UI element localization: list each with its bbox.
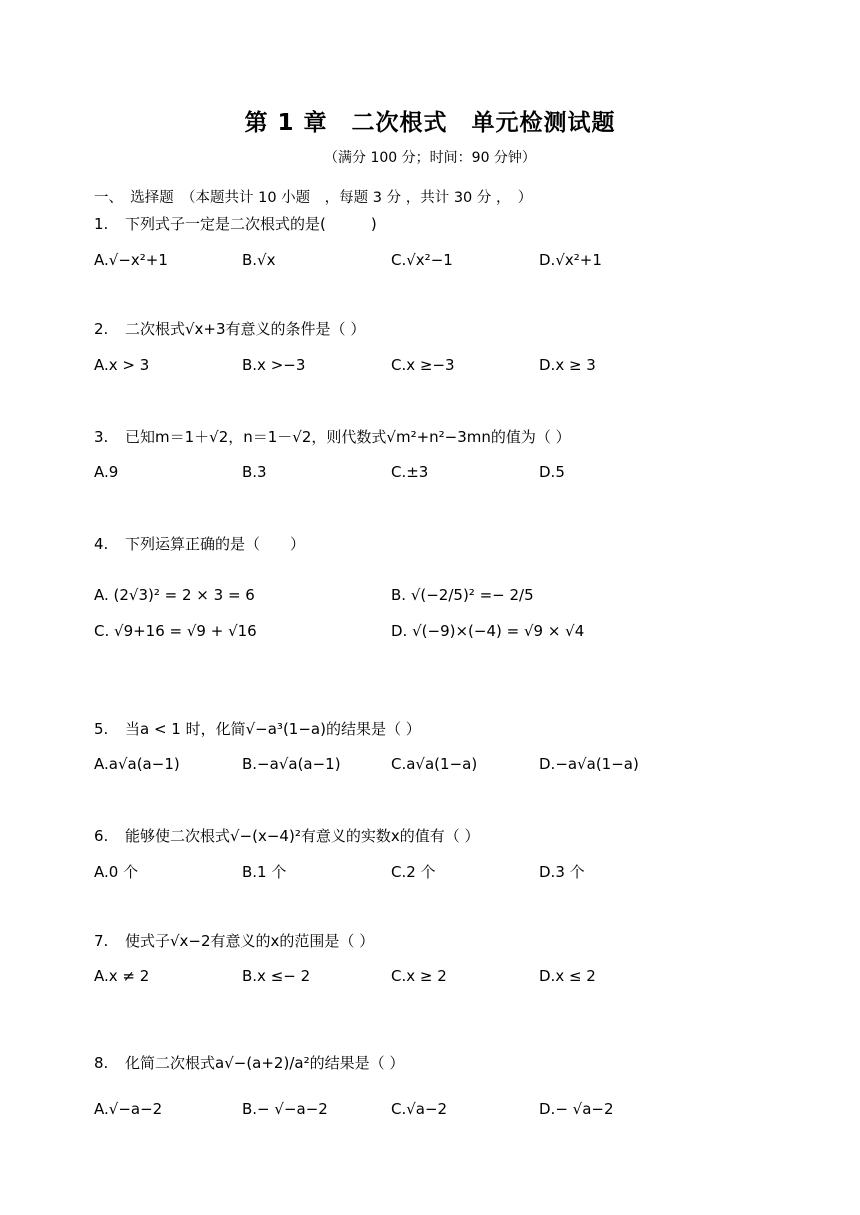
question-6-option-c: C.2 个: [391, 863, 436, 881]
question-number: 5.: [94, 720, 109, 738]
question-text: 使式子√x−2有意义的x的范围是（ ）: [125, 932, 375, 950]
question-1-option-c: C.√x²−1: [391, 251, 453, 269]
question-number: 3.: [94, 428, 109, 446]
question-4-option-b: B. √(−2/5)² =− 2/5: [391, 586, 534, 604]
question-4-option-c: C. √9+16 = √9 + √16: [94, 622, 257, 640]
question-number: 4.: [94, 535, 109, 553]
question-7-option-a: A.x ≠ 2: [94, 967, 150, 985]
question-4-stem: [94, 533, 305, 554]
question-4-option-d: D. √(−9)×(−4) = √9 × √4: [391, 622, 585, 640]
question-text: 已知m＝1＋√2，n＝1－√2，则代数式√m²+n²−3mn的值为（ ）: [125, 428, 571, 446]
question-3-option-c: C.±3: [391, 463, 429, 481]
question-7-option-c: C.x ≥ 2: [391, 967, 447, 985]
question-7-stem: [94, 930, 374, 951]
question-3-option-a: A.9: [94, 463, 119, 481]
question-8-option-a: A.√−a−2: [94, 1100, 163, 1118]
question-2-option-a: A.x > 3: [94, 356, 150, 374]
question-text: 当a < 1 时，化简√−a³(1−a)的结果是（ ）: [125, 720, 421, 738]
question-6-option-a: A.0 个: [94, 863, 139, 881]
question-5-option-b: B.−a√a(a−1): [242, 755, 341, 773]
question-number: 7.: [94, 932, 109, 950]
question-2-option-b: B.x >−3: [242, 356, 306, 374]
question-8-stem: [94, 1052, 404, 1073]
question-2-stem: [94, 318, 365, 339]
question-text: 下列式子一定是二次根式的是( ): [125, 215, 377, 233]
question-text: 能够使二次根式√−(x−4)²有意义的实数x的值有（ ）: [125, 827, 480, 845]
question-text: 化简二次根式a√−(a+2)/a²的结果是（ ）: [125, 1054, 405, 1072]
section-heading: 一、 选择题 （本题共计 10 小题 ，每题 3 分 ，共计 30 分 ， ）: [94, 190, 533, 206]
question-5-option-a: A.a√a(a−1): [94, 755, 180, 773]
question-text: 二次根式√x+3有意义的条件是（ ）: [125, 320, 366, 338]
question-7-option-d: D.x ≤ 2: [539, 967, 596, 985]
question-5-option-d: D.−a√a(1−a): [539, 755, 639, 773]
question-7-option-b: B.x ≤− 2: [242, 967, 311, 985]
question-2-option-c: C.x ≥−3: [391, 356, 455, 374]
question-6-option-b: B.1 个: [242, 863, 287, 881]
question-3-option-b: B.3: [242, 463, 267, 481]
page-title: 第 1 章 二次根式 单元检测试题: [244, 110, 616, 136]
question-number: 8.: [94, 1054, 109, 1072]
question-number: 1.: [94, 215, 109, 233]
question-5-stem: [94, 718, 421, 739]
question-1-option-b: B.√x: [242, 251, 276, 269]
question-text: 下列运算正确的是（ ）: [125, 535, 306, 553]
question-3-option-d: D.5: [539, 463, 565, 481]
question-number: 6.: [94, 827, 109, 845]
question-6-stem: [94, 825, 479, 846]
question-6-option-d: D.3 个: [539, 863, 585, 881]
question-1-stem: [94, 213, 377, 234]
question-5-option-c: C.a√a(1−a): [391, 755, 478, 773]
question-8-option-b: B.− √−a−2: [242, 1100, 328, 1118]
question-8-option-c: C.√a−2: [391, 1100, 448, 1118]
question-4-option-a: A. (2√3)² = 2 × 3 = 6: [94, 586, 255, 604]
question-number: 2.: [94, 320, 109, 338]
question-8-option-d: D.− √a−2: [539, 1100, 614, 1118]
question-2-option-d: D.x ≥ 3: [539, 356, 596, 374]
question-3-stem: [94, 426, 571, 447]
exam-info: （满分 100 分；时间：90 分钟）: [324, 150, 536, 166]
question-1-option-a: A.√−x²+1: [94, 251, 168, 269]
question-1-option-d: D.√x²+1: [539, 251, 602, 269]
